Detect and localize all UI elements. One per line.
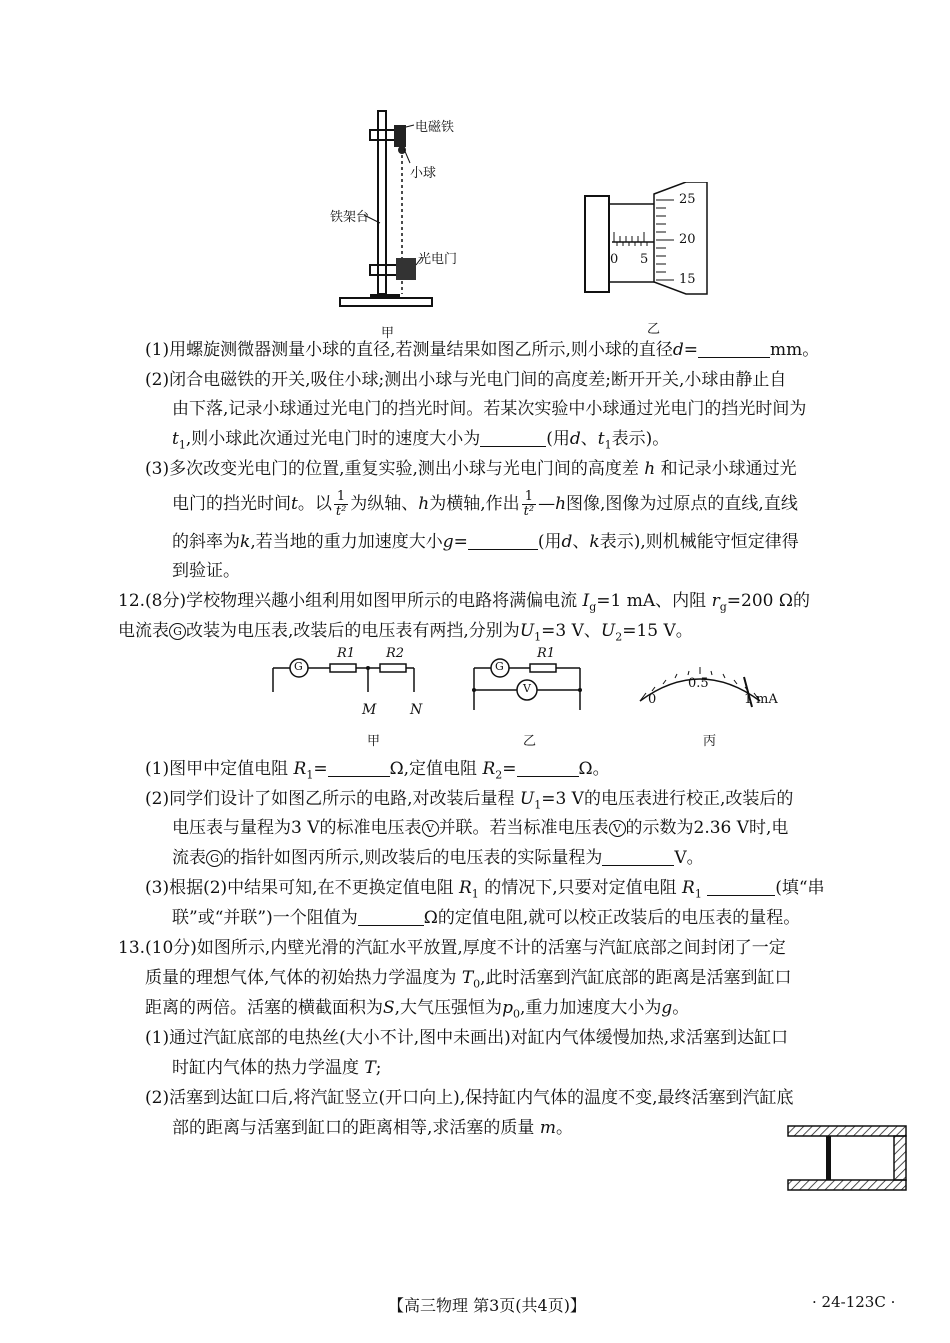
- label-stand: 铁架台: [330, 210, 370, 225]
- dial-tick-1: 1: [744, 692, 753, 707]
- fraction-one-over-t-squared: $\frac{1}{\text{t²}}$: [335, 489, 347, 519]
- answer-blank-gravity[interactable]: [468, 533, 538, 550]
- q11-part2-line2: 由下落,记录小球通过光电门的挡光时间。若某次实验中小球通过光电门的挡光时间为: [172, 399, 807, 419]
- q13-part1-line1: (1)通过汽缸底部的电热丝(大小不计,图中未画出)对缸内气体缓慢加热,求活塞到达缸口: [145, 1028, 789, 1048]
- answer-blank-range[interactable]: [602, 849, 674, 866]
- figure-yi-micrometer: [582, 182, 722, 300]
- figure-caption-yi: 乙: [647, 322, 661, 337]
- sleeve-tick-0: 0: [610, 252, 619, 267]
- label-ball: 小球: [410, 166, 437, 181]
- q12-part3-line2: 联”或“并联”)一个阻值为 Ω的定值电阻,就可以校正改装后的电压表的量程。: [172, 908, 801, 928]
- q13-part2-line2: 部的距离与活塞到缸口的距离相等,求活塞的质量 m。: [172, 1118, 573, 1138]
- q13-line3: 距离的两倍。活塞的横截面积为S,大气压强恒为$p_0$,重力加速度大小为g。: [145, 998, 690, 1021]
- q12-line1: 12.(8分)学校物理兴趣小组利用如图甲所示的电路将满偏电流 $I_g=1$ mA、内阻 $r_g=200$ Ω的: [118, 591, 810, 614]
- answer-blank-connection[interactable]: [707, 879, 775, 896]
- q12-part3-line1: (3)根据(2)中结果可知,在不更换定值电阻 $R_1$ 的情况下,只要对定值电阻 $R_1$ (填“串: [145, 878, 825, 901]
- galvanometer-symbol-2: G: [206, 850, 223, 867]
- q11-part3-line2: 电门的挡光时间t。以 $\frac{1}{\text{t²}}$ 为纵轴、h为横轴,作出 $\frac{1}{\text{t²}}$ —h图像,图像为过原点的直线,直线: [172, 489, 798, 519]
- q12-part1: (1)图甲中定值电阻 $R_1= \Omega$,定值电阻 $R_2= \Omega$。: [145, 759, 610, 782]
- circuit-yi-R1: R1: [537, 646, 556, 661]
- figure-caption-jia: 甲: [381, 326, 395, 341]
- q12-part2-line1: (2)同学们设计了如图乙所示的电路,对改装后量程 $U_1=3$ V的电压表进行校正,改装后的: [145, 789, 794, 812]
- dial-unit: mA: [756, 692, 778, 707]
- q13-line2: 质量的理想气体,气体的初始热力学温度为 $T_0$,此时活塞到汽缸底部的距离是活塞到缸口: [145, 968, 792, 991]
- circuit-yi-V: V: [523, 682, 531, 695]
- q11-part1: (1)用螺旋测微器测量小球的直径,若测量结果如图乙所示,则小球的直径d= mm。: [145, 340, 820, 360]
- figure-12-caption-bing: 丙: [703, 734, 717, 749]
- label-photogate: 光电门: [418, 252, 458, 267]
- answer-blank-R1[interactable]: [328, 760, 390, 777]
- fraction-one-over-t-squared-2: $\frac{1}{\text{t²}}$: [523, 489, 535, 519]
- page-footer-center: 【高三物理 第3页(共4页)】: [388, 1296, 586, 1315]
- figure-12-jia-circuit: [268, 652, 433, 718]
- circuit-jia-R2: R2: [386, 646, 405, 661]
- answer-blank-resistance[interactable]: [358, 909, 424, 926]
- sleeve-tick-5: 5: [640, 252, 649, 267]
- q13-part2-line1: (2)活塞到达缸口后,将汽缸竖立(开口向上),保持缸内气体的温度不变,最终活塞到汽缸底: [145, 1088, 794, 1108]
- q11-part2-line3: $t_1$,则小球此次通过光电门时的速度大小为 (用d、$t_1$表示)。: [172, 429, 670, 452]
- q11-part3-line4: 到验证。: [172, 561, 240, 581]
- thimble-tick-25: 25: [679, 192, 696, 207]
- circuit-yi-G: G: [495, 660, 504, 673]
- answer-blank-diameter[interactable]: [698, 341, 770, 358]
- terminal-N: N: [410, 702, 423, 718]
- page-footer-code: · 24-123C ·: [812, 1293, 896, 1311]
- q12-part2-line3: 流表 G 的指针如图丙所示,则改装后的电压表的实际量程为 V。: [172, 848, 704, 868]
- q12-line2: 电流表 G 改装为电压表,改装后的电压表有两挡,分别为$U_1=3$ V、$U_2=15$ V。: [118, 621, 693, 644]
- answer-blank-R2[interactable]: [517, 760, 579, 777]
- figure-12-caption-yi: 乙: [523, 734, 537, 749]
- galvanometer-symbol: G: [169, 623, 186, 640]
- q11-part3-line1: (3)多次改变光电门的位置,重复实验,测出小球与光电门间的高度差 h 和记录小球通过光: [145, 459, 797, 479]
- figure-cylinder: [782, 1122, 912, 1198]
- q11-part2-line1: (2)闭合电磁铁的开关,吸住小球;测出小球与光电门间的高度差;断开开关,小球由静止自: [145, 370, 787, 390]
- voltmeter-symbol: V: [422, 820, 439, 837]
- dial-tick-0: 0: [648, 692, 657, 707]
- q13-part1-line2: 时缸内气体的热力学温度 T;: [172, 1058, 382, 1078]
- circuit-jia-R1: R1: [337, 646, 356, 661]
- q11-part3-line3: 的斜率为k,若当地的重力加速度大小g= (用d、k表示),则机械能守恒定律得: [172, 532, 799, 552]
- thimble-tick-15: 15: [679, 272, 696, 287]
- figure-12-caption-jia: 甲: [367, 734, 381, 749]
- terminal-M: M: [362, 702, 377, 718]
- thimble-tick-20: 20: [679, 232, 696, 247]
- circuit-jia-G: G: [294, 660, 303, 673]
- answer-blank-velocity[interactable]: [480, 430, 546, 447]
- label-electromagnet: 电磁铁: [415, 120, 455, 135]
- q12-part2-line2: 电压表与量程为3 V的标准电压表 V 并联。若当标准电压表 V 的示数为2.36 V时,电: [172, 818, 789, 838]
- dial-tick-0.5: 0.5: [688, 676, 709, 691]
- voltmeter-symbol-2: V: [609, 820, 626, 837]
- q13-line1: 13.(10分)如图所示,内壁光滑的汽缸水平放置,厚度不计的活塞与汽缸底部之间封闭了一定: [118, 938, 786, 958]
